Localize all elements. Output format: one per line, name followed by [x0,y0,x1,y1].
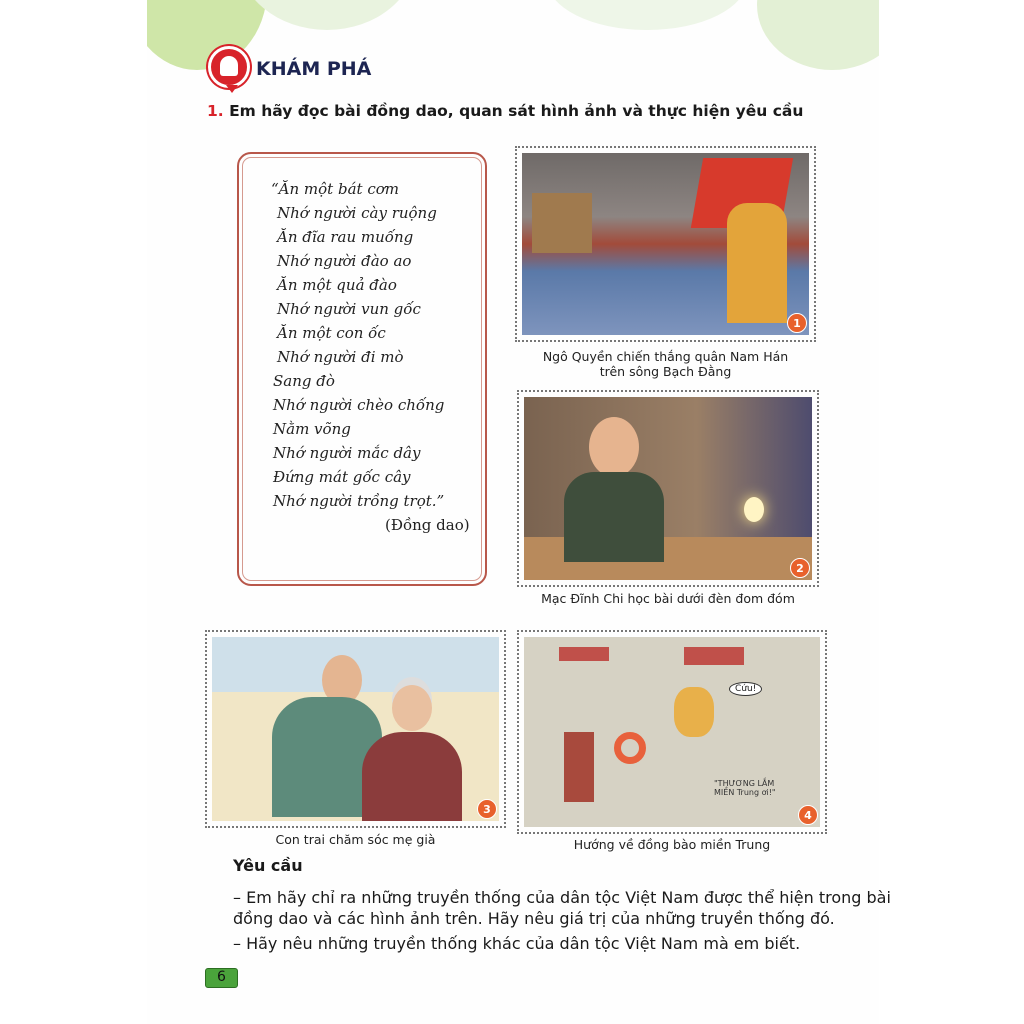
poem-line: “Ăn một bát cơm [271,180,399,198]
illustration-son-caring-mother [212,637,499,821]
poem-line: Ăn đĩa rau muống [277,228,414,246]
decor-circle [147,0,267,70]
image-number-badge: 4 [798,805,818,825]
poem-line: Nhớ người vun gốc [277,300,421,318]
question-text: Em hãy đọc bài đồng dao, quan sát hình ảnh và thực hiện yêu cầu [229,102,804,120]
question-number: 1. [207,102,224,120]
boy-head [589,417,639,477]
rescuer-figure [564,732,594,802]
general-figure [727,203,787,323]
caption-line: trên sông Bạch Đằng [599,364,732,379]
decor-circle [757,0,879,70]
requirements-heading: Yêu cầu [233,856,303,875]
poem-line: Sang đò [273,372,335,390]
decor-circle [237,0,417,30]
image-number-badge: 2 [790,558,810,578]
image-number-badge: 1 [787,313,807,333]
illustration-mac-dinh-chi [524,397,812,580]
caption-3: Con trai chăm sóc mẹ già [275,832,436,847]
illustration-2-frame [517,390,819,587]
poem-source: (Đồng dao) [385,516,470,534]
caption-1 [515,349,816,379]
poem-line: Nhớ người trồng trọt.” [273,492,445,510]
illustration-1-frame [515,146,816,342]
poem-line: Nhớ người đi mò [277,348,404,366]
illustration-flood-drawing [524,637,820,827]
page-number: 6 [205,968,238,988]
caption-line: Ngô Quyền chiến thắng quân Nam Hán [542,349,789,364]
decor-circle [547,0,747,30]
illustration-battle-bach-dang [522,153,809,335]
reading-child-icon [208,46,250,88]
poem-line: Nhớ người chèo chống [273,396,445,414]
life-ring [614,732,646,764]
poem-line: Đứng mát gốc cây [273,468,411,486]
firefly-lamp [744,497,764,522]
poem-line: Nhớ người cày ruộng [277,204,437,222]
requirement-line: đồng dao và các hình ảnh trên. Hãy nêu giá trị của những truyền thống đó. [233,909,835,928]
caption-2: Mạc Đĩnh Chi học bài dưới đèn đom đóm [541,591,795,606]
poem-box [237,152,487,586]
mother-head [392,685,432,731]
question [207,102,803,120]
requirement-line: – Em hãy chỉ ra những truyền thống của dân tộc Việt Nam được thể hiện trong bài [233,888,891,907]
ship-shape [532,193,592,253]
poem-line: Nhớ người đào ao [277,252,412,270]
mother-body [362,732,462,821]
boy-body [564,472,664,562]
section-title: KHÁM PHÁ [256,58,372,80]
caption-4: Hướng về đồng bào miền Trung [573,837,771,852]
poem-line: Nhớ người mắc dây [273,444,421,462]
roof-shape [684,647,744,665]
illustration-3-frame [205,630,506,828]
image-number-badge: 3 [477,799,497,819]
poem-line: Ăn một quả đào [277,276,397,294]
child-figure [674,687,714,737]
requirement-line: – Hãy nêu những truyền thống khác của dân tộc Việt Nam mà em biết. [233,934,801,953]
roof-shape [559,647,609,661]
poem-line: Nằm võng [273,420,351,438]
speech-bubble: Cứu! [729,682,762,696]
illustration-4-frame [517,630,827,834]
drawing-caption: "THƯƠNG LẮM MIỀN Trung ơi!" [714,779,776,797]
poem-line: Ăn một con ốc [277,324,386,342]
